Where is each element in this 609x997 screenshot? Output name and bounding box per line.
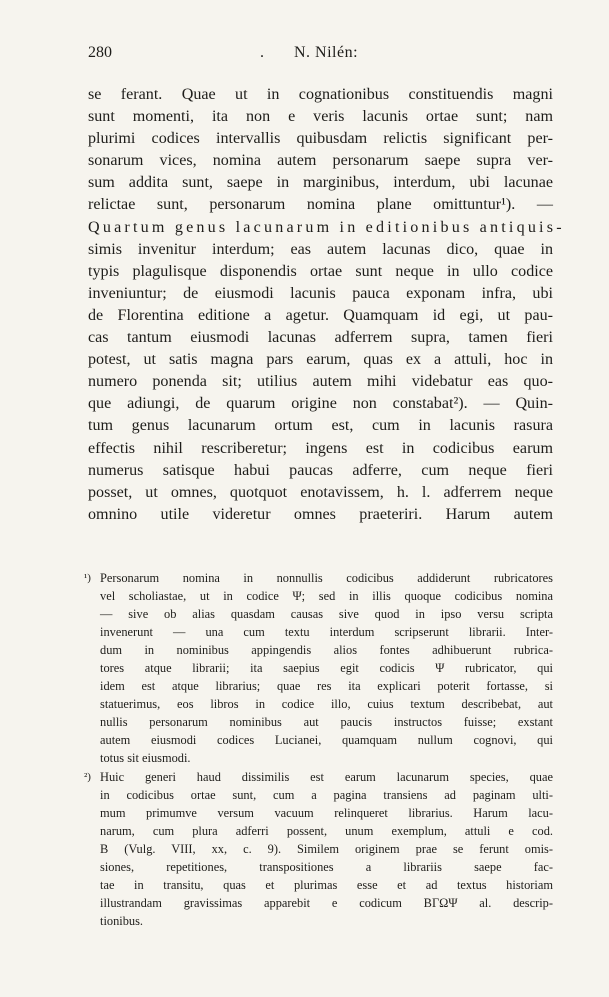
body-line: posset, ut omnes, quotquot enotavissem, h. l. adferrem neque bbox=[88, 483, 553, 501]
footnote-line: autem eiusmodi codices Lucianei, quamquam nullum cognovi, qui bbox=[100, 733, 553, 748]
body-line: tum genus lacunarum ortum est, cum in lacunis rasura bbox=[88, 417, 553, 435]
footnote-line: siones, repetitiones, transpositiones a librariis saepe fac- bbox=[100, 859, 553, 874]
footnote-2 bbox=[84, 768, 553, 930]
footnote-line: illustrandam gravissimas apparebit e codicum BΓΩΨ al. descrip- bbox=[100, 895, 553, 910]
footnote-line: idem est atque librarius; quae res ita explicari poterit fortasse, si bbox=[100, 679, 553, 694]
footnote-line: tae in transitu, quas et plurimas esse et ad textus historiam bbox=[100, 877, 553, 892]
body-line: cas tantum eiusmodi lacunas adferrem supra, tamen fieri bbox=[88, 329, 553, 347]
footnote-line: — sive ob alias quasdam causas sive quod in ipso versu scripta bbox=[100, 607, 553, 622]
footnote-line: dum in nominibus appingendis alios fontes adhibuerunt rubrica- bbox=[100, 643, 553, 658]
page-number: 280 bbox=[88, 44, 112, 61]
footnote-line: statuerimus, eos libros in codice illo, cuius textum describebat, aut bbox=[100, 697, 553, 712]
body-line: numero ponenda sit; utilius autem mihi videbatur eas quo- bbox=[88, 373, 553, 391]
body-line: sonarum vices, nomina autem personarum saepe supra ver- bbox=[88, 152, 553, 170]
footnote-line: narum, cum plura adferri possent, unum exemplum, attuli e cod. bbox=[100, 823, 553, 838]
body-line: Quartum genus lacunarum in editionibus antiquis- bbox=[88, 218, 565, 236]
footnote-line: Huic generi haud dissimilis est earum lacunarum species, quae bbox=[100, 769, 553, 784]
body-line: plurimi codices intervallis quibusdam relictis significant per- bbox=[88, 130, 553, 148]
body-line: de Florentina editione a agetur. Quamquam id egi, ut pau- bbox=[88, 306, 553, 324]
body-line: omnino utile videretur omnes praeteriri. Harum autem bbox=[88, 505, 553, 523]
running-head-title: N. Nilén: bbox=[294, 44, 359, 61]
footnote-line: mum primumve versum vacuum relinqueret librarius. Harum lacu- bbox=[100, 805, 553, 820]
body-line: se ferant. Quae ut in cognationibus constituendis magni bbox=[88, 86, 553, 103]
footnote-line: B (Vulg. VIII, xx, c. 9). Similem originem prae se ferunt omis- bbox=[100, 841, 553, 856]
footnote-line: totus sit eiusmodi. bbox=[100, 751, 191, 766]
running-header bbox=[88, 44, 553, 66]
footnote-line: nullis personarum nominibus aut paucis instructos fuisse; exstant bbox=[100, 715, 553, 730]
body-line: typis plagulisque disponendis ortae sunt neque in ullo codice bbox=[88, 262, 553, 280]
footnote-line: tionibus. bbox=[100, 913, 144, 928]
body-line: simis invenitur interdum; eas autem lacunas dico, quae in bbox=[88, 240, 553, 258]
footnote-1 bbox=[84, 569, 553, 768]
footnote-line: vel scholiastae, ut in codice Ψ; sed in illis quoque codicibus nomina bbox=[100, 589, 553, 604]
body-line: relictae sunt, personarum nomina plane omittuntur¹). — bbox=[88, 196, 553, 214]
body-line: sum addita sunt, saepe in marginibus, interdum, ubi lacunae bbox=[88, 174, 553, 192]
footnotes bbox=[84, 569, 553, 930]
body-line: sunt momenti, ita non e veris lacunis ortae sunt; nam bbox=[88, 108, 553, 126]
body-line: effectis nihil rescriberetur; ingens est in codicibus earum bbox=[88, 439, 553, 457]
footnote-line: tores atque librarii; ita saepius egit codicis Ψ rubricator, qui bbox=[100, 661, 553, 676]
body-line: potest, ut satis magna pars earum, quas ex a attuli, hoc in bbox=[88, 351, 553, 369]
body-text bbox=[88, 84, 565, 526]
footnote-marker: ²) bbox=[84, 770, 91, 783]
body-line: inveniuntur; de eiusmodi lacunis pauca exponam infra, ubi bbox=[88, 284, 553, 302]
body-line: que adiungi, de quarum origine non constabat²). — Quin- bbox=[88, 395, 553, 413]
footnote-line: invenerunt — una cum textu interdum scripserunt librarii. Inter- bbox=[100, 625, 553, 640]
footnote-line: Personarum nomina in nonnullis codicibus addiderunt rubricatores bbox=[100, 571, 553, 585]
body-line: numerus satisque habui paucas adferre, cum neque fieri bbox=[88, 461, 553, 479]
header-separator: . bbox=[260, 44, 264, 61]
footnote-line: in codicibus ortae sunt, cum a pagina transiens ad paginam ulti- bbox=[100, 787, 553, 802]
footnote-marker: ¹) bbox=[84, 572, 91, 584]
